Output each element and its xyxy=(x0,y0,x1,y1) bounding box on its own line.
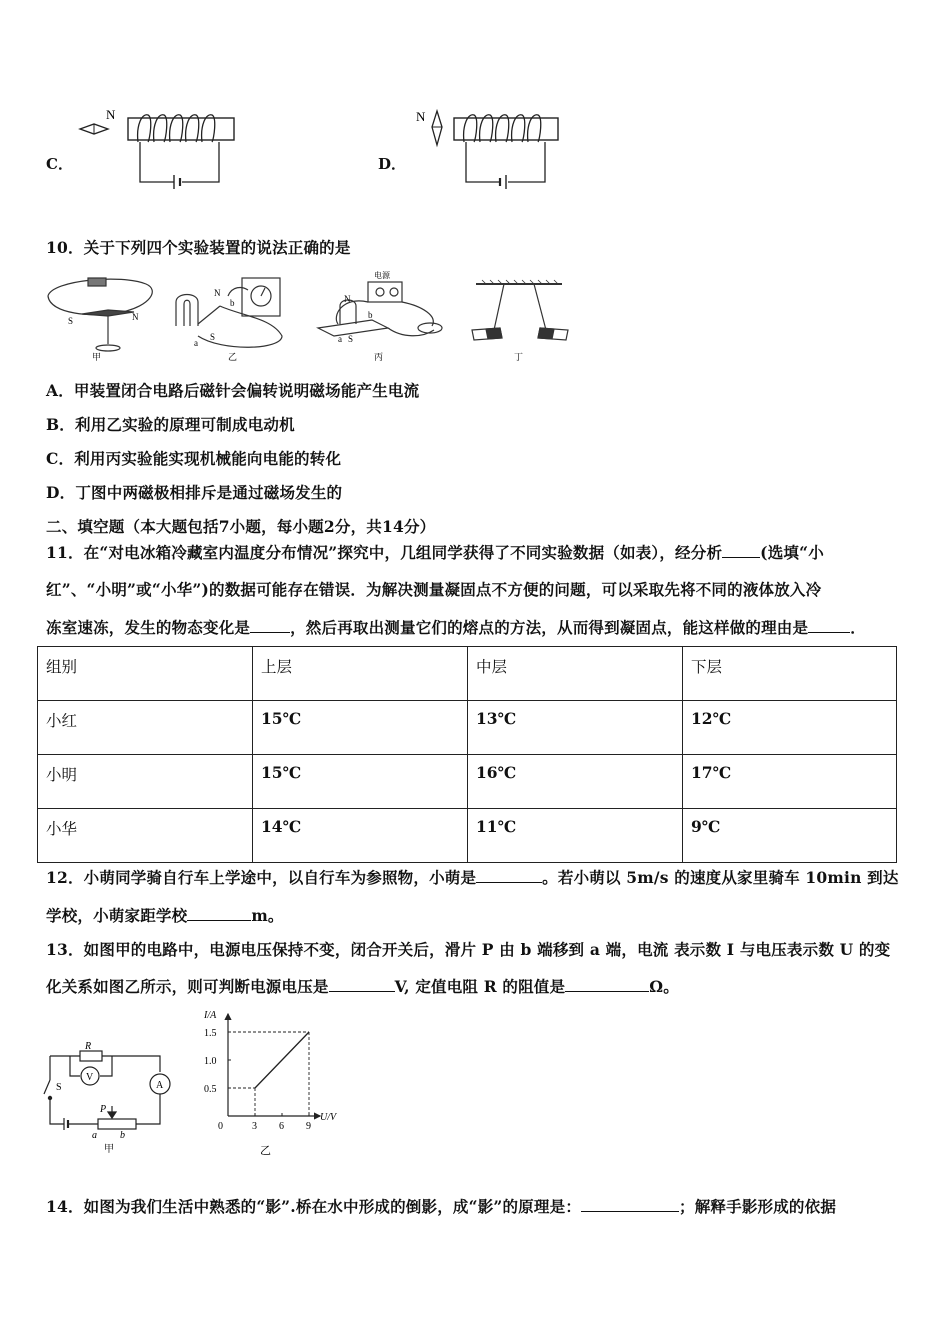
option-c-figure xyxy=(76,105,246,190)
table-row xyxy=(38,809,897,863)
circuit-b-label: b xyxy=(120,1130,125,1141)
table-header-cell: 组别 xyxy=(38,647,253,701)
option-c-label: C． xyxy=(46,155,73,173)
q12-line2 xyxy=(46,904,284,926)
q13-line2c: Ω。 xyxy=(649,977,679,996)
bing-n-label: N xyxy=(344,294,351,304)
circuit-s-label: S xyxy=(56,1082,62,1093)
pole-n-label: N xyxy=(416,109,426,124)
bing-a-label: a xyxy=(338,334,342,344)
temperature-table xyxy=(37,646,897,863)
data-series-line xyxy=(255,1032,309,1088)
pole-n-label: N xyxy=(106,107,116,122)
table-cell: 15℃ xyxy=(253,701,468,755)
x-tick-label: 6 xyxy=(279,1121,284,1132)
answer-blank[interactable] xyxy=(581,1197,679,1212)
table-cell: 12℃ xyxy=(683,701,897,755)
jia-s-label: S xyxy=(68,316,74,326)
ding-caption: 丁 xyxy=(514,352,524,362)
q12-line2b: m。 xyxy=(251,906,284,925)
answer-blank[interactable] xyxy=(722,543,760,558)
figure-bing xyxy=(318,282,442,336)
q10-option-a: A．甲装置闭合电路后磁针会偏转说明磁场能产生电流 xyxy=(46,381,420,400)
q10-stem: 10．关于下列四个实验装置的说法正确的是 xyxy=(46,238,351,257)
q14-line1b: ；解释手影形成的依据 xyxy=(679,1197,837,1216)
q11-line1 xyxy=(46,541,824,563)
q12-line1a: 12．小萌同学骑自行车上学途中，以自行车为参照物，小萌是 xyxy=(46,868,477,887)
q12-line1 xyxy=(46,866,899,888)
x-tick-label: 9 xyxy=(306,1121,311,1132)
table-cell: 14℃ xyxy=(253,809,468,863)
circuit-caption: 甲 xyxy=(104,1144,114,1155)
graph-xlabel: U/V xyxy=(320,1112,337,1123)
bing-s-label: S xyxy=(348,334,354,344)
table-cell: 15℃ xyxy=(253,755,468,809)
bing-caption: 丙 xyxy=(374,352,384,362)
answer-blank[interactable] xyxy=(565,977,649,992)
y-tick-label: 1.0 xyxy=(204,1056,217,1067)
q10-option-d: D．丁图中两磁极相排斥是通过磁场发生的 xyxy=(46,483,343,502)
q11-line3c: ． xyxy=(850,618,866,637)
y-tick-label: 0.5 xyxy=(204,1084,217,1095)
table-cell: 11℃ xyxy=(468,809,683,863)
circuit-v-label: V xyxy=(86,1072,94,1083)
q10-experiment-figures xyxy=(42,266,572,366)
jia-caption: 甲 xyxy=(92,352,102,362)
graph-origin: 0 xyxy=(218,1121,223,1132)
table-cell: 小红 xyxy=(38,701,253,755)
circuit-r-label: R xyxy=(85,1041,92,1052)
yi-n-label: N xyxy=(214,288,221,298)
answer-blank[interactable] xyxy=(476,868,542,883)
table-header-row xyxy=(38,647,897,701)
table-cell: 9℃ xyxy=(683,809,897,863)
q13-circuit-figure xyxy=(40,1040,185,1155)
q12-line1b: 。若小萌以 5m/s 的速度从家里骑车 10min 到达 xyxy=(542,868,899,887)
table-row xyxy=(38,701,897,755)
table-row xyxy=(38,755,897,809)
option-d-figure xyxy=(412,105,572,190)
table-header-cell: 上层 xyxy=(253,647,468,701)
q11-line1-tail: (选填“小 xyxy=(760,543,824,562)
yi-b-label: b xyxy=(230,298,235,308)
table-cell: 小明 xyxy=(38,755,253,809)
section-heading: 二、填空题（本大题包括7小题，每小题2分，共14分） xyxy=(46,517,436,536)
q11-line3a: 冻室速冻，发生的物态变化是 xyxy=(46,618,251,637)
answer-blank[interactable] xyxy=(329,977,395,992)
table-cell: 17℃ xyxy=(683,755,897,809)
yi-a-label: a xyxy=(194,338,198,348)
answer-blank[interactable] xyxy=(808,618,850,633)
q14-line1 xyxy=(46,1195,836,1217)
y-tick-label: 1.5 xyxy=(204,1028,217,1039)
figure-yi xyxy=(176,278,282,347)
q10-option-b: B．利用乙实验的原理可制成电动机 xyxy=(46,415,295,434)
q14-line1a: 14．如图为我们生活中熟悉的“影”.桥在水中形成的倒影，成“影”的原理是： xyxy=(46,1197,582,1216)
bing-power-label: 电源 xyxy=(374,271,390,280)
answer-blank[interactable] xyxy=(187,906,251,921)
bing-b-label: b xyxy=(368,310,373,320)
q13-line1: 13．如图甲的电路中，电源电压保持不变，闭合开关后，滑片 P 由 b 端移到 a 端，电流 表示数 I 与电压表示数 U 的变 xyxy=(46,940,891,959)
circuit-ammeter-label: A xyxy=(156,1080,164,1091)
table-cell: 16℃ xyxy=(468,755,683,809)
q12-line2a: 学校，小萌家距学校 xyxy=(46,906,188,925)
q11-line3 xyxy=(46,616,866,638)
jia-n-label: N xyxy=(132,312,139,322)
q13-line2a: 化关系如图乙所示，则可判断电源电压是 xyxy=(46,977,329,996)
q11-line2: 红”、“小明”或“小华”)的数据可能存在错误．为解决测量凝固点不方便的问题，可以采取先将不同的液体放入冷 xyxy=(46,580,822,599)
q11-line3b: ，然后再取出测量它们的熔点的方法，从而得到凝固点，能这样做的理由是 xyxy=(290,618,809,637)
circuit-a-label: a xyxy=(92,1130,97,1141)
table-header-cell: 中层 xyxy=(468,647,683,701)
circuit-p-label: P xyxy=(100,1104,107,1115)
figure-ding xyxy=(472,280,568,340)
q13-line2 xyxy=(46,975,679,997)
q13-line2b: V, 定值电阻 R 的阻值是 xyxy=(394,977,566,996)
answer-blank[interactable] xyxy=(250,618,290,633)
yi-caption: 乙 xyxy=(228,352,238,362)
x-tick-label: 3 xyxy=(252,1121,257,1132)
graph-caption: 乙 xyxy=(260,1145,271,1157)
q10-option-c: C．利用丙实验能实现机械能向电能的转化 xyxy=(46,449,342,468)
yi-s-label: S xyxy=(210,332,216,342)
q11-line1-text: 11．在“对电冰箱冷藏室内温度分布情况”探究中，几组同学获得了不同实验数据（如表），经分析 xyxy=(46,543,723,562)
table-cell: 13℃ xyxy=(468,701,683,755)
q13-iu-graph xyxy=(198,1008,358,1158)
table-cell: 小华 xyxy=(38,809,253,863)
graph-ylabel: I/A xyxy=(204,1010,217,1021)
table-header-cell: 下层 xyxy=(683,647,897,701)
option-d-label: D． xyxy=(378,155,407,173)
